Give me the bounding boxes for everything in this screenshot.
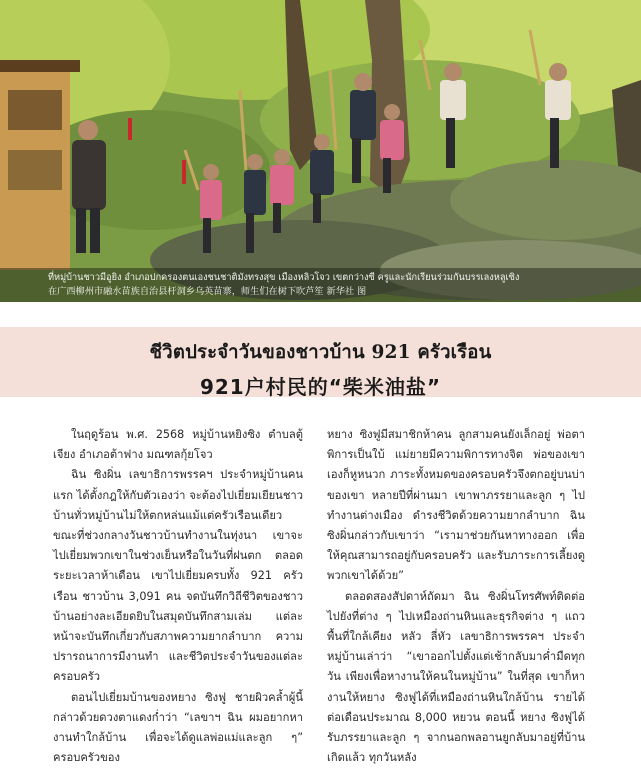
article-title-thai: ชีวิตประจำวันของชาวบ้าน 921 ครัวเรือน (149, 342, 492, 363)
paragraph: ตอนไปเยี่ยมบ้านของหยาง ซิงฟู ชายผิวคล้ำผู้นี้กล่าวด้วยดวงตาแดงก่ำว่า “เลขาฯ ฉิน ผมอยากหางานทำใกล้บ้าน เพื่อจะได้ดูแลพ่อแม่และลูก ๆ” ครอบครัวของ (53, 690, 303, 765)
caption-thai: ที่หมู่บ้านชาวมีอูยิง อำเภอปกครองตนเองชนชาติมังทรงสุข เมืองหลิวโจว เขตกว่างซี ครูและนักเรียนร่วมกันบรรเลงหลูเซิง (48, 272, 520, 283)
article-photo (0, 0, 641, 302)
article-title-chinese: 921户村民的“柴米油盐” (199, 375, 442, 399)
paragraph: หยาง ซิงฟูมีสมาชิกห้าคน ลูกสามคนยังเล็กอยู่ พ่อตาพิการเป็นใบ้ แม่ยายมีความพิการทางจิต พ่อของเขาเองก็หูหนวก ภาระทั้งหมดของครอบครัวจึงตกอยู่บนบ่าของเขา หลายปีที่ผ่านมา เขาพาภรรยาและลูก ๆ ไปทำงานต่างเมือง ดำรงชีวิตด้วยความยากลำบาก ฉิน ซิงผิ่นกล่าวกับเขาว่า “เรามาช่วยกันหาทางออก เพื่อให้คุณสามารถอยู่กับครอบครัว และรับภาระการเลี้ยงดูพวกเขาได้ด้วย” (327, 428, 585, 583)
paragraph: ตลอดสองสัปดาห์ถัดมา ฉิน ซิงผิ่นโทรศัพท์ติดต่อไปยังที่ต่าง ๆ ไปเหมืองถ่านหินและธุรกิจต่าง ๆ แถวพื้นที่ใกล้เคียง หลัว ลี่หัว เลขาธิการพรรคฯ ประจำหมู่บ้านเล่าว่า “เขาออกไปตั้งแต่เช้ากลับมาค่ำมืดทุกวัน เพียงเพื่อหางานให้คนในหมู่บ้าน” ในที่สุด เขาก็หางานให้หยาง ซิงฟูได้ที่เหมืองถ่านหินใกล้บ้าน รายได้ต่อเดือนประมาณ 8,000 หยวน ตอนนี้ หยาง ซิงฟูได้รับภรรยาและลูก ๆ จากนอกพลอานยูกลับมาอยู่ที่บ้านเกิดแล้ว ทุกวันหลัง (327, 589, 585, 765)
article-column-right (327, 425, 585, 768)
paragraph: ฉิน ซิงผิ่น เลขาธิการพรรคฯ ประจำหมู่บ้านคนแรก ได้ตั้งกฎให้กับตัวเองว่า จะต้องไปเยี่ยมเยียนชาวบ้านทั่วหมู่บ้านไม่ให้ตกหล่นแม้แต่ครัวเรือนเดียว ขณะที่ช่วงกลางวันชาวบ้านทำงานในทุ่งนา เขาจะไปเยี่ยมพวกเขาในช่วงเย็นหรือในวันที่ฝนตก ตลอดระยะเวลาห้าเดือน เขาไปเยี่ยมครบทั้ง 921 ครัวเรือน ชาวบ้าน 3,091 คน จดบันทึกวิถีชีวิตของชาวบ้านอย่างละเอียดยิบในสมุดบันทึกสามเล่ม แต่ละหน้าจะบันทึกเกี่ยวกับสภาพความยากลำบาก ความปรารถนาการมีงานทำ และชีวิตประจำวันของแต่ละครอบครัว (53, 468, 303, 684)
article-title-band (0, 327, 641, 397)
photo-scene (0, 0, 641, 302)
paragraph: ในฤดูร้อน พ.ศ. 2568 หมู่บ้านหยิงซิง ตำบลตู้เจียง อำเภอต้าฟาง มณฑลกุ้ยโจว (53, 428, 303, 462)
photo-caption (0, 268, 641, 302)
article-column-left (53, 425, 303, 768)
caption-chinese: 在广西柳州市融水苗族自治县杆洞乡乌英苗寨，师生们在树下吹芦笙 新华社 图 (48, 286, 367, 297)
